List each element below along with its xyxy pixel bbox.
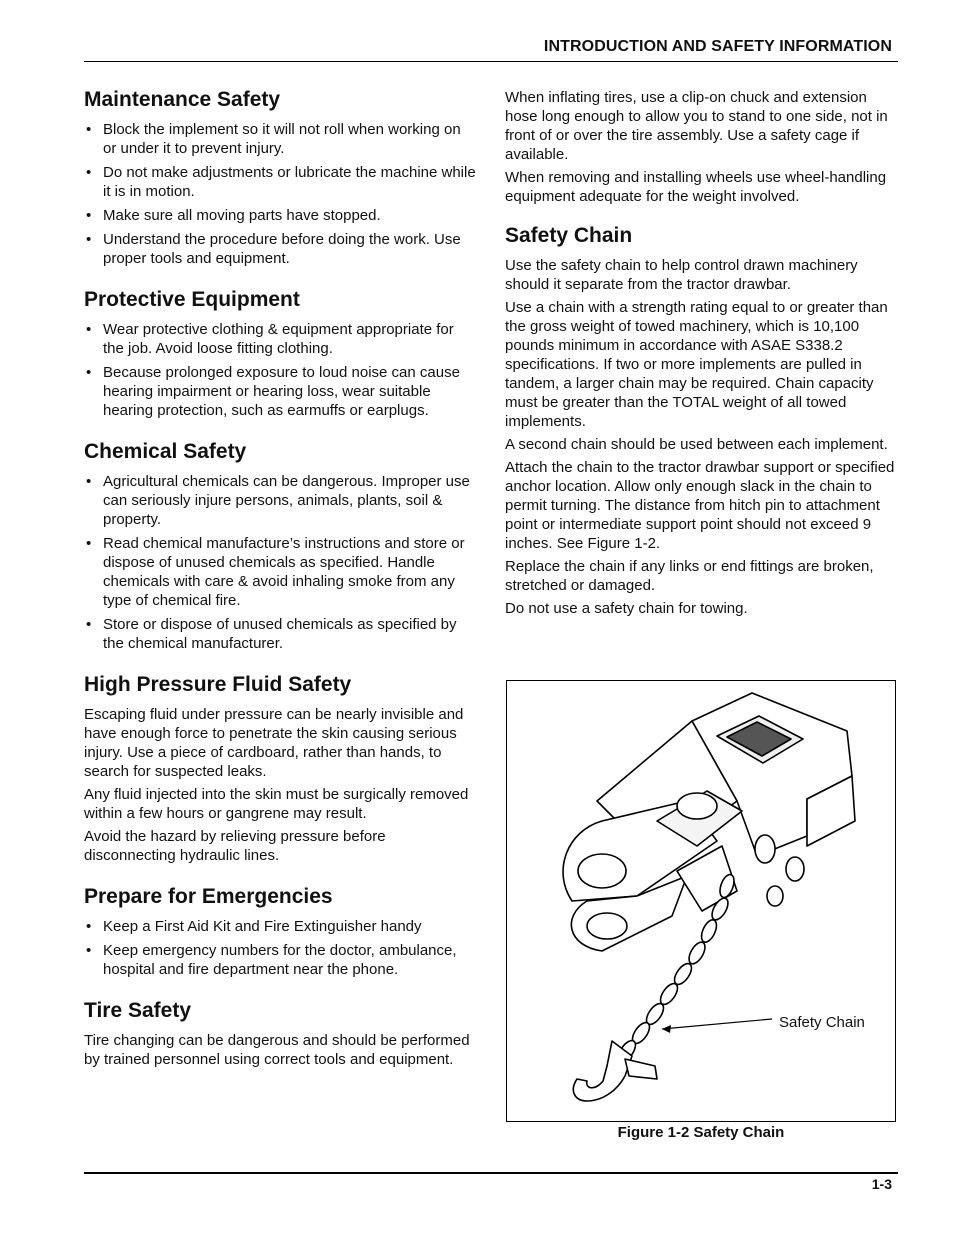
prepare-emergencies-section (84, 885, 476, 979)
tire-safety-continued (505, 88, 899, 206)
high-pressure-fluid-section (84, 673, 476, 865)
paragraph: Attach the chain to the tractor drawbar support or specified anchor location. Allow only enough slack in the chain to permit turning. The distance from hitch pin to attachment point or intermediate support point should not exceed 9 inches. See Figure 1-2. (505, 459, 895, 552)
left-column (84, 88, 476, 1089)
list-item: • Keep emergency numbers for the doctor, ambulance, hospital and fire department near the phone. (84, 941, 476, 979)
figure-caption: Figure 1-2 Safety Chain (617, 1124, 785, 1141)
page-number: 1-3 (871, 1176, 892, 1192)
paragraph: Use a chain with a strength rating equal to or greater than the gross weight of towed machinery, which is 10,100 pounds minimum in accordance with ASAE S338.2 specifications. If two or more implements are pulled in tandem, a larger chain may be required. Chain capacity must be greater than the TOTAL weight of all towed implements. (505, 299, 888, 430)
right-column (505, 88, 899, 638)
tire-safety-section (84, 999, 476, 1069)
bullet-list (84, 120, 476, 268)
list-item: • Make sure all moving parts have stopped. (84, 206, 476, 225)
header-divider (84, 61, 898, 62)
protective-equipment-section (84, 288, 476, 420)
list-item: • Keep a First Aid Kit and Fire Extinguisher handy (84, 917, 476, 936)
bullet-list (84, 917, 476, 979)
paragraph: Replace the chain if any links or end fittings are broken, stretched or damaged. (505, 558, 874, 594)
bullet-list (84, 320, 476, 420)
section-heading: High Pressure Fluid Safety (84, 673, 352, 696)
paragraph: Avoid the hazard by relieving pressure before disconnecting hydraulic lines. (84, 828, 386, 864)
section-heading: Prepare for Emergencies (84, 885, 333, 908)
bullet-list (84, 472, 476, 653)
section-heading: Protective Equipment (84, 288, 300, 311)
list-item: • Block the implement so it will not roll when working on or under it to prevent injury. (84, 120, 476, 158)
paragraph: When removing and installing wheels use wheel-handling equipment adequate for the weight involved. (505, 169, 887, 205)
safety-chain-section (505, 224, 899, 618)
maintenance-safety-section (84, 88, 476, 268)
section-heading: Chemical Safety (84, 440, 247, 463)
page-header-title: INTRODUCTION AND SAFETY INFORMATION (543, 38, 892, 55)
list-item: • Understand the procedure before doing the work. Use proper tools and equipment. (84, 230, 476, 268)
chemical-safety-section (84, 440, 476, 653)
list-item: • Because prolonged exposure to loud noise can cause hearing impairment or hearing loss, wear suitable hearing protection, such as earmuffs or earplugs. (84, 363, 476, 420)
list-item: • Read chemical manufacture’s instructions and store or dispose of unused chemicals as specified. Handle chemicals with care & avoid inhaling smoke from any type of chemical fire. (84, 534, 476, 610)
paragraph: A second chain should be used between each implement. (505, 436, 888, 453)
list-item: • Agricultural chemicals can be dangerous. Improper use can seriously injure persons, animals, plants, soil & property. (84, 472, 476, 529)
paragraph: Do not use a safety chain for towing. (505, 600, 748, 617)
figure-frame (506, 680, 896, 1122)
footer-divider (84, 1172, 898, 1174)
paragraph: Use the safety chain to help control drawn machinery should it separate from the tractor drawbar. (505, 257, 858, 293)
list-item: • Do not make adjustments or lubricate the machine while it is in motion. (84, 163, 476, 201)
paragraph: When inflating tires, use a clip-on chuck and extension hose long enough to allow you to stand to one side, not in front of or over the tire assembly. Use a safety cage if available. (505, 89, 888, 163)
section-heading: Maintenance Safety (84, 88, 281, 111)
paragraph: Any fluid injected into the skin must be surgically removed within a few hours or gangrene may result. (84, 786, 469, 822)
list-item: • Wear protective clothing & equipment appropriate for the job. Avoid loose fitting clothing. (84, 320, 476, 358)
paragraph: Tire changing can be dangerous and should be performed by trained personnel using correct tools and equipment. (84, 1032, 470, 1068)
paragraph: Escaping fluid under pressure can be nearly invisible and have enough force to penetrate the skin causing serious injury. Use a piece of cardboard, rather than hands, to search for suspected leaks. (84, 706, 464, 780)
list-item: • Store or dispose of unused chemicals as specified by the chemical manufacturer. (84, 615, 476, 653)
section-heading: Tire Safety (84, 999, 191, 1022)
section-heading: Safety Chain (505, 224, 633, 247)
safety-chain-callout: Safety Chain (779, 1014, 865, 1031)
safety-chain-illustration (507, 681, 895, 1121)
